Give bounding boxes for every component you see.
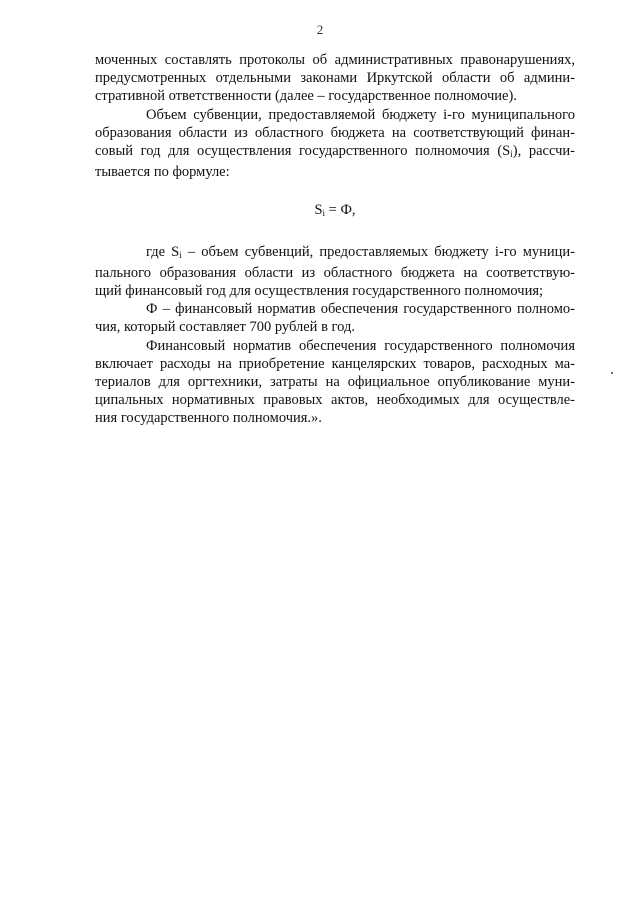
formula: $S_i = Ф$, [314, 202, 356, 219]
paragraph-line: предусмотренных отдельными законами Иркутской области об админи- [95, 70, 575, 87]
paragraph-line: тывается по формуле: [95, 164, 230, 181]
paragraph-line: ния государственного полномочия.». [95, 410, 322, 427]
paragraph-line: ципальных нормативных правовых актов, необходимых для осуществле- [95, 392, 575, 409]
paragraph-line: стративной ответственности (далее – государственное полномочие). [95, 88, 517, 105]
document-body [95, 51, 575, 428]
paragraph-line: Объем субвенции, предоставляемой бюджету i-го муниципального [146, 106, 575, 123]
paragraph-line: чия, который составляет 700 рублей в год. [95, 319, 355, 336]
paragraph-line: Ф – финансовый норматив обеспечения государственного полномо- [146, 301, 575, 318]
paragraph-line: Финансовый норматив обеспечения государственного полномочия [146, 337, 575, 354]
paragraph-line: образования области из областного бюджета на соответствующий финан- [95, 124, 575, 141]
paragraph-line: включает расходы на приобретение канцелярских товаров, расходных ма- [95, 355, 575, 372]
paragraph-line: совый год для осуществления государственного полномочия $(S_i)$, рассчи- [95, 143, 575, 160]
paragraph-line: где $S_i$ – объем субвенций, предоставляемых бюджету i-го муници- [146, 243, 575, 260]
page-number: 2 [316, 22, 324, 37]
paragraph-line: териалов для оргтехники, затраты на официальное опубликование муни- [95, 374, 575, 391]
paragraph-line: моченных составлять протоколы об административных правонарушениях, [95, 52, 575, 68]
scan-speck [611, 372, 613, 374]
paragraph-line: щий финансовый год для осуществления государственного полномочия; [95, 283, 544, 300]
paragraph-line: пального образования области из областного бюджета на соответствую- [95, 264, 575, 281]
